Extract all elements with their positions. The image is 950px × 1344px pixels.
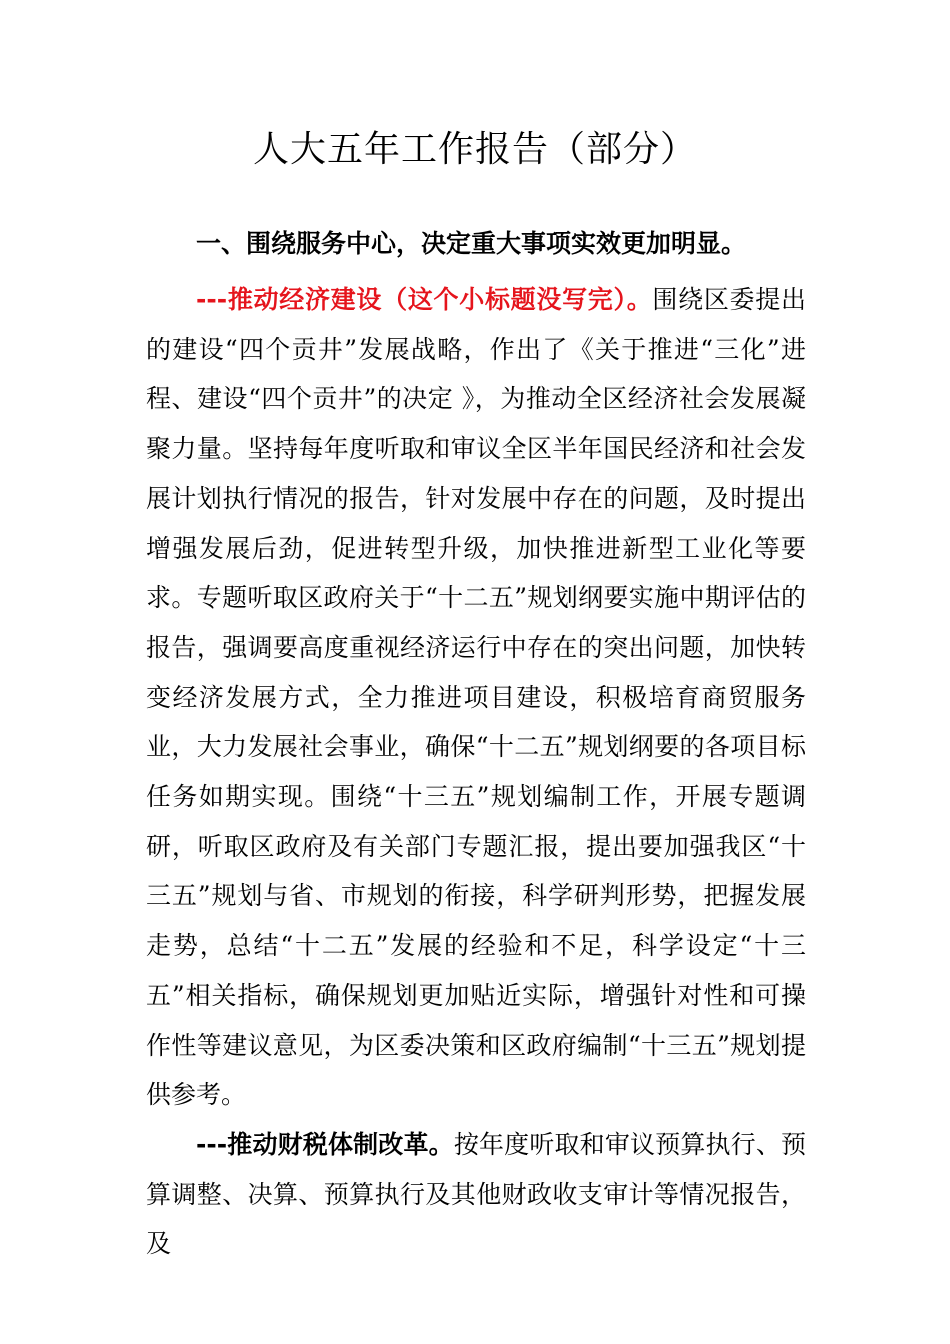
section-heading: 一、围绕服务中心，决定重大事项实效更加明显。 xyxy=(196,229,747,258)
paragraph-fiscal-reform xyxy=(146,1120,806,1269)
document-title: 人大五年工作报告（部分） xyxy=(252,129,697,170)
paragraph-economic-construction xyxy=(146,275,806,1120)
paragraph-body-fiscal: 按年度听取和审议预算执行、预算调整、决算、预算执行及其他财政收支审计等情况报告，及 xyxy=(146,1130,806,1259)
paragraph-body-economic: 围绕区委提出的建设“四个贡井”发展战略，作出了《关于推进“三化”进程、建设“四个贡井”的决定 》，为推动全区经济社会发展凝聚力量。坚持每年度听取和审议全区半年国民经济和社会发展计划执行情况的报告，针对发展中存在的问题，及时提出增强发展后劲，促进转型升级，加快推进新型工业化等要求。专题听取区政府关于“十二五”规划纲要实施中期评估的报告，强调要高度重视经济运行中存在的突出问题，加快转变经济发展方式，全力推进项目建设，积极培育商贸服务业，大力发展社会事业，确保“十二五”规划纲要的各项目标任务如期实现。围绕“十三五”规划编制工作，开展专题调研，听取区政府及有关部门专题汇报，提出要加强我区“十三五”规划与省、市规划的衔接，科学研判形势，把握发展走势，总结“十二五”发展的经验和不足，科学设定“十三五”相关指标，确保规划更加贴近实际，增强针对性和可操作性等建议意见，为区委决策和区政府编制“十三五”规划提供参考。 xyxy=(146,285,806,1110)
paragraph-lead-economic: ---推动经济建设（这个小标题没写完）。 xyxy=(196,285,653,314)
paragraph-lead-fiscal: ---推动财税体制改革。 xyxy=(196,1130,454,1159)
